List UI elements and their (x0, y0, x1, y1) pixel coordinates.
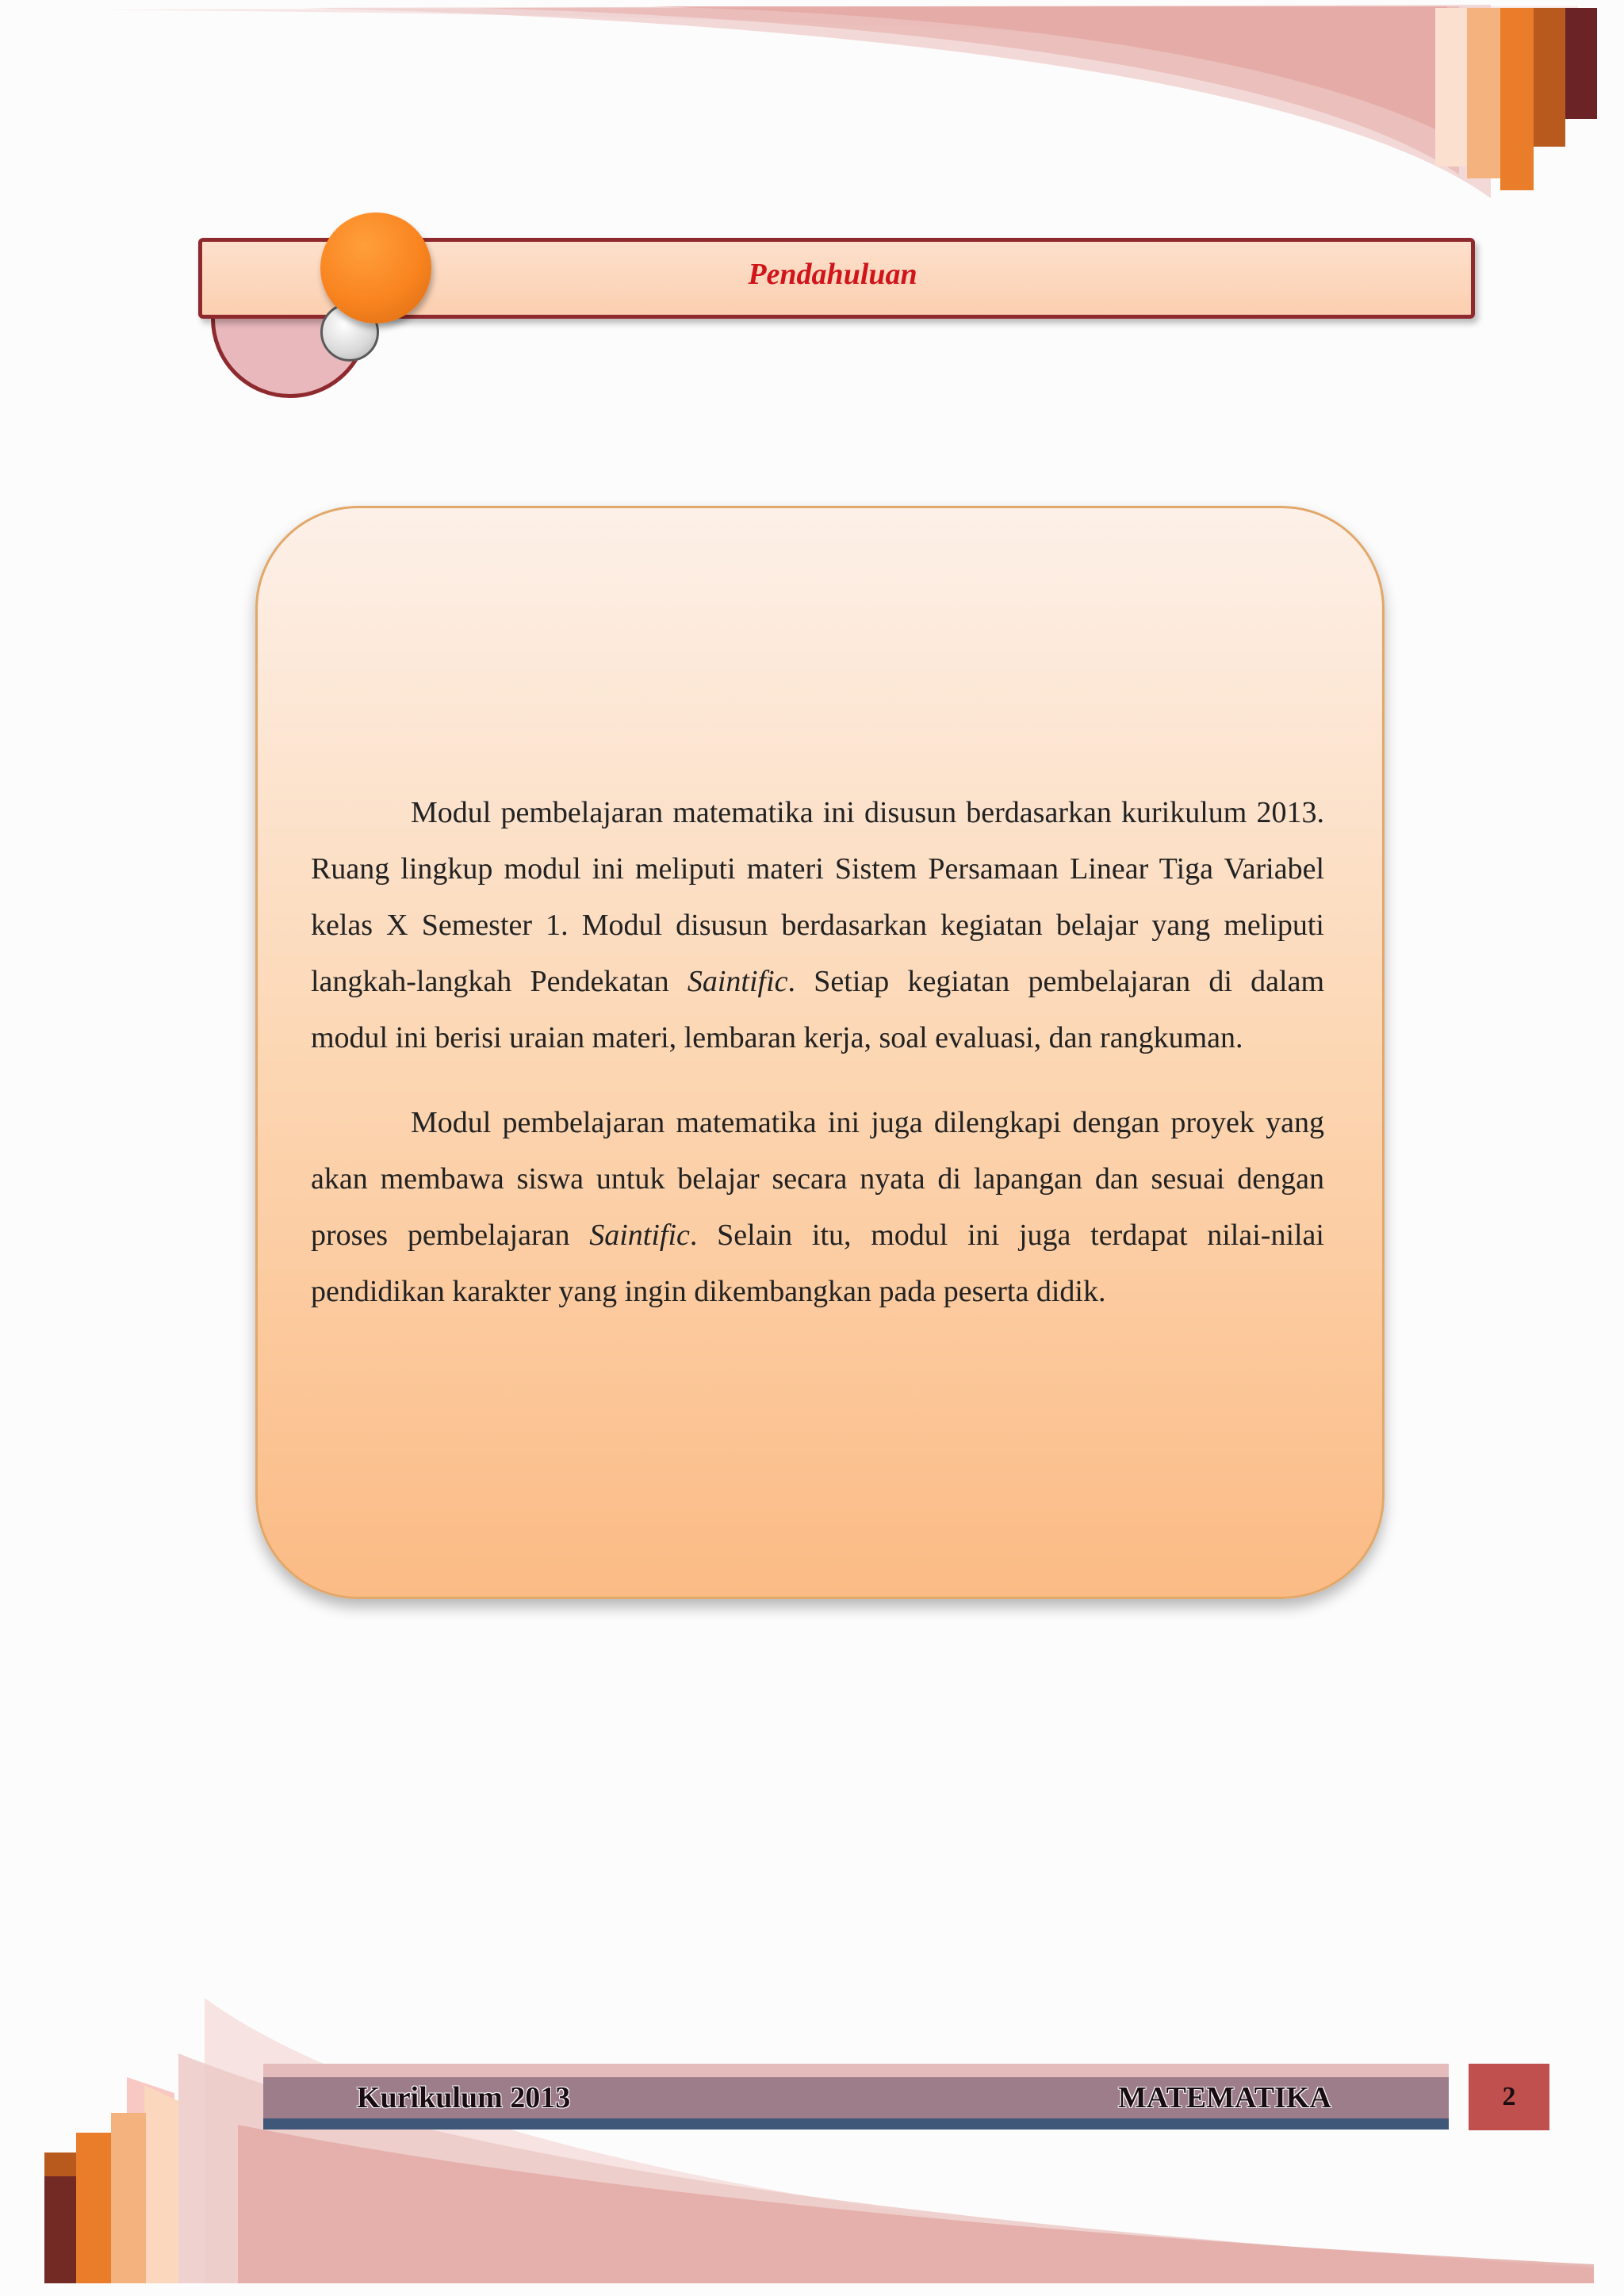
paragraph-1-text-a: Modul pembelajaran matematika ini disusun berdasarkan kurikulum 2013. Ruang lingkup modul ini meliputi materi Sistem Persamaan Linear Tiga Variabel kelas X Semester 1. Modul disusun berdasarkan kegiatan belajar yang meliputi langkah-langkah Pendekatan (311, 796, 1324, 998)
footer-curriculum-label: Kurikulum 2013 (357, 2081, 571, 2114)
panel-body (311, 785, 1324, 1349)
paragraph-1-italic: Saintific (687, 965, 788, 998)
paragraph-2-text-b: . Selain itu, modul ini juga terdapat nilai-nilai pendidikan karakter yang ingin dikembangkan pada peserta didik. (311, 1219, 1324, 1308)
paragraph-2-text-a: Modul pembelajaran matematika ini juga dilengkapi dengan proyek yang akan membawa siswa untuk belajar secara nyata di lapangan dan sesuai dengan proses pembelajaran (311, 1106, 1324, 1252)
footer-band-bottom (263, 2118, 1449, 2130)
paragraph-2-italic: Saintific (589, 1219, 690, 1252)
paragraph-1-text-b: . Setiap kegiatan pembelajaran di dalam modul ini berisi uraian materi, lembaran kerja, soal evaluasi, dan rangkuman. (311, 965, 1324, 1054)
paragraph-1 (311, 785, 1324, 1066)
footer-band-top (263, 2064, 1449, 2078)
banner-circle-orange (320, 212, 431, 323)
page-number: 2 (1469, 2064, 1549, 2130)
page-title: Pendahuluan (748, 258, 917, 291)
footer-subject-label: MATEMATIKA (1118, 2081, 1331, 2114)
paragraph-2 (311, 1095, 1324, 1320)
